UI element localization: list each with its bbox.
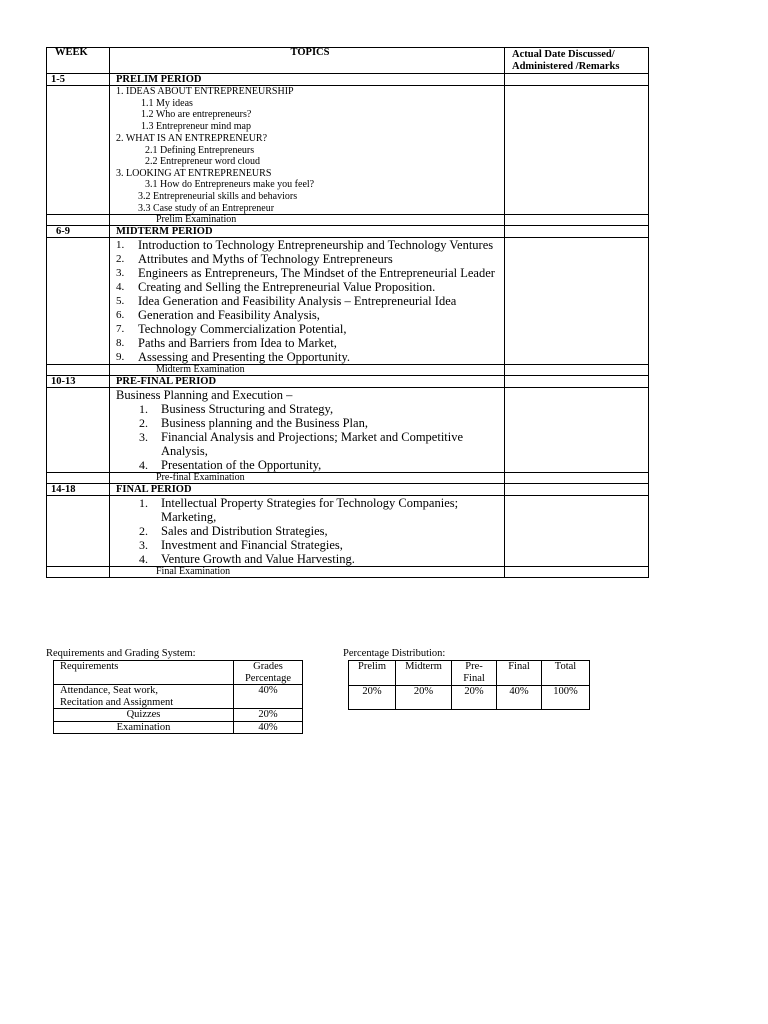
grading-row: Attendance, Seat work, Recitation and Assignment 40% (54, 685, 303, 709)
remarks-cell (505, 473, 649, 484)
item-text: Generation and Feasibility Analysis, (138, 308, 320, 323)
grading-header-row (54, 661, 303, 685)
requirements-header: Requirements (54, 661, 234, 685)
remarks-column-header: Actual Date Discussed/ Administered /Remarks (505, 48, 649, 74)
item-number: 3. (139, 430, 148, 445)
item-number: 1. (116, 239, 125, 252)
remarks-cell (505, 74, 649, 86)
item-text: Business Structuring and Strategy, (161, 402, 334, 417)
remarks-cell (505, 226, 649, 238)
item-text: Financial Analysis and Projections; Market and Competitive Analysis, (161, 430, 464, 459)
exam-row-midterm (47, 365, 649, 376)
item-number: 2. (139, 416, 148, 431)
item-text: Paths and Barriers from Idea to Market, (138, 336, 337, 351)
list-item (116, 322, 504, 336)
list-item (116, 538, 504, 552)
remarks-cell (505, 376, 649, 388)
item-number: 6. (116, 309, 125, 322)
item-number: 5. (116, 295, 125, 308)
list-item: 3.1 How do Entrepreneurs make you feel? (145, 179, 315, 191)
distribution-table (348, 660, 590, 710)
remarks-cell (505, 238, 649, 365)
remarks-cell (505, 567, 649, 578)
list-item (116, 294, 504, 308)
item-text: Intellectual Property Strategies for Technology Companies; Marketing, (161, 496, 459, 525)
item-text: Venture Growth and Value Harvesting. (161, 552, 355, 567)
topics-column-header: TOPICS (110, 48, 505, 74)
exam-label: Final Examination (110, 567, 505, 578)
exam-label: Pre-final Examination (110, 473, 505, 484)
list-item: 2. WHAT IS AN ENTREPRENEUR? (116, 132, 268, 144)
period-title: MIDTERM PERIOD (110, 226, 505, 238)
list-item (116, 552, 504, 566)
list-item (116, 430, 504, 458)
remarks-cell (505, 496, 649, 567)
prelim-topic-list (110, 86, 505, 215)
item-text: Technology Commercialization Potential, (138, 322, 347, 337)
grading-label: Requirements and Grading System: (46, 648, 196, 659)
item-number: 3. (139, 538, 148, 553)
final-topic-list (116, 496, 504, 566)
list-item: 3. LOOKING AT ENTREPRENEURS (116, 167, 272, 179)
period-row-midterm (47, 226, 649, 238)
period-title: PRELIM PERIOD (110, 74, 505, 86)
list-item (116, 524, 504, 538)
table-header-row (47, 48, 649, 74)
exam-row-prelim (47, 215, 649, 226)
list-item: 3.3 Case study of an Entrepreneur (138, 202, 275, 214)
remarks-cell (505, 484, 649, 496)
list-item (116, 280, 504, 294)
list-item (116, 266, 504, 280)
list-item: 1.2 Who are entrepreneurs? (141, 109, 252, 121)
list-item (116, 336, 504, 350)
exam-label: Midterm Examination (110, 365, 505, 376)
grading-row: Quizzes 20% (54, 709, 303, 722)
item-number: 8. (116, 337, 125, 350)
item-number: 4. (139, 458, 148, 473)
list-item (116, 416, 504, 430)
exam-label: Prelim Examination (110, 215, 505, 226)
week-range: 1-5 (47, 74, 110, 86)
item-number: 2. (139, 524, 148, 539)
topics-row-prefinal (47, 388, 649, 473)
item-number: 2. (116, 253, 125, 266)
remarks-cell (505, 86, 649, 215)
week-range: 10-13 (47, 376, 110, 388)
list-item: 2.1 Defining Entrepreneurs (145, 144, 255, 156)
midterm-topic-list (116, 238, 504, 364)
period-title: PRE-FINAL PERIOD (110, 376, 505, 388)
grading-row: Examination 40% (54, 721, 303, 734)
item-number: 1. (139, 496, 148, 511)
item-text: Idea Generation and Feasibility Analysis – Entrepreneurial Idea (138, 294, 457, 309)
item-number: 7. (116, 323, 125, 336)
week-range: 6-9 (47, 226, 110, 238)
list-item (116, 402, 504, 416)
topics-row-prelim (47, 86, 649, 215)
list-item (116, 308, 504, 322)
list-item: 2.2 Entrepreneur word cloud (145, 156, 260, 168)
item-number: 4. (116, 281, 125, 294)
list-item (116, 350, 504, 364)
item-text: Introduction to Technology Entrepreneurship and Technology Ventures (138, 238, 494, 253)
period-row-prelim (47, 74, 649, 86)
remarks-cell (505, 365, 649, 376)
item-number: 1. (139, 402, 148, 417)
item-number: 9. (116, 351, 125, 364)
item-number: 4. (139, 552, 148, 567)
week-column-header: WEEK (47, 48, 110, 74)
list-item: 1.1 My ideas (141, 97, 193, 109)
item-text: Business planning and the Business Plan, (161, 416, 368, 431)
remarks-cell (505, 215, 649, 226)
list-item: 1. IDEAS ABOUT ENTREPRENEURSHIP (116, 86, 294, 97)
list-item (116, 238, 504, 252)
list-item (116, 496, 504, 524)
prefinal-intro: Business Planning and Execution – (116, 388, 293, 403)
period-row-final (47, 484, 649, 496)
list-item: 1.3 Entrepreneur mind map (141, 121, 251, 133)
item-text: Creating and Selling the Entrepreneurial Value Proposition. (138, 280, 436, 295)
distribution-header-row: Prelim Midterm Pre- Final Final Total (349, 661, 590, 686)
grading-table (53, 660, 303, 734)
item-text: Engineers as Entrepreneurs, The Mindset of the Entrepreneurial Leader (138, 266, 495, 281)
period-row-prefinal (47, 376, 649, 388)
remarks-cell (505, 388, 649, 473)
item-text: Presentation of the Opportunity, (161, 458, 322, 473)
week-range: 14-18 (47, 484, 110, 496)
exam-row-prefinal (47, 473, 649, 484)
item-text: Sales and Distribution Strategies, (161, 524, 328, 539)
prefinal-topic-list (116, 402, 504, 472)
course-schedule-table (46, 47, 649, 578)
list-item (116, 252, 504, 266)
exam-row-final (47, 567, 649, 578)
topics-row-final (47, 496, 649, 567)
distribution-label: Percentage Distribution: (343, 648, 446, 659)
list-item (116, 458, 504, 472)
item-number: 3. (116, 267, 125, 280)
percentage-header: Grades Percentage (234, 661, 303, 685)
distribution-values-row: 20% 20% 20% 40% 100% (349, 686, 590, 710)
item-text: Attributes and Myths of Technology Entrepreneurs (138, 252, 393, 267)
topics-row-midterm (47, 238, 649, 365)
period-title: FINAL PERIOD (110, 484, 505, 496)
item-text: Investment and Financial Strategies, (161, 538, 343, 553)
list-item: 3.2 Entrepreneurial skills and behaviors (138, 190, 298, 202)
item-text: Assessing and Presenting the Opportunity. (138, 350, 351, 365)
